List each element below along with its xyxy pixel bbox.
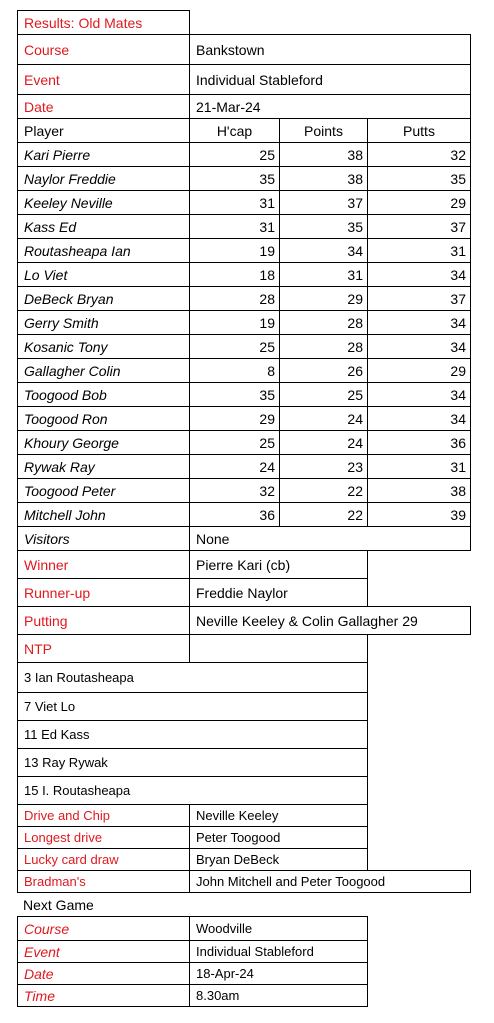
info-label: Course [17,34,190,65]
player-putts: 34 [367,262,471,287]
player-hcap: 36 [189,502,280,527]
extra-value: John Mitchell and Peter Toogood [189,870,471,893]
next-game-label: Event [17,940,190,963]
player-name: Khoury George [17,430,190,455]
header-points: Points [279,118,368,143]
next-game-label: Time [17,984,190,1007]
player-name: Toogood Peter [17,478,190,503]
player-points: 22 [279,502,368,527]
award-label: Winner [17,550,190,579]
player-hcap: 18 [189,262,280,287]
player-putts: 36 [367,430,471,455]
player-points: 34 [279,238,368,263]
info-value: Bankstown [189,34,471,65]
extra-value: Peter Toogood [189,826,368,849]
player-hcap: 25 [189,142,280,167]
player-points: 24 [279,430,368,455]
next-game-value: Individual Stableford [189,940,368,963]
player-putts: 35 [367,166,471,191]
ntp-item: 3 Ian Routasheapa [17,662,368,693]
award-label: Runner-up [17,578,190,607]
next-game-value: Woodville [189,916,368,941]
next-game-label: Date [17,962,190,985]
visitors-label: Visitors [17,526,190,551]
award-value: Pierre Kari (cb) [189,550,368,579]
player-points: 26 [279,358,368,383]
player-hcap: 25 [189,430,280,455]
player-hcap: 35 [189,382,280,407]
award-label: Putting [17,606,190,635]
player-name: Gerry Smith [17,310,190,335]
player-name: Toogood Ron [17,406,190,431]
award-value [189,634,368,663]
player-name: Kass Ed [17,214,190,239]
player-hcap: 25 [189,334,280,359]
player-putts: 32 [367,142,471,167]
player-name: DeBeck Bryan [17,286,190,311]
sheet-title: Results: Old Mates [17,10,190,35]
player-hcap: 32 [189,478,280,503]
player-points: 29 [279,286,368,311]
award-value: Neville Keeley & Colin Gallagher 29 [189,606,471,635]
next-game-value: 18-Apr-24 [189,962,368,985]
player-points: 38 [279,142,368,167]
award-label: NTP [17,634,190,663]
player-putts: 29 [367,358,471,383]
header-player: Player [17,118,190,143]
award-value: Freddie Naylor [189,578,368,607]
extra-label: Drive and Chip [17,804,190,827]
player-points: 23 [279,454,368,479]
player-name: Lo Viet [17,262,190,287]
ntp-item: 15 I. Routasheapa [17,776,368,805]
player-points: 24 [279,406,368,431]
player-putts: 38 [367,478,471,503]
player-name: Kari Pierre [17,142,190,167]
player-points: 22 [279,478,368,503]
info-label: Event [17,64,190,95]
player-hcap: 35 [189,166,280,191]
player-hcap: 24 [189,454,280,479]
ntp-item: 11 Ed Kass [17,720,368,749]
next-game-label: Course [17,916,190,941]
player-name: Naylor Freddie [17,166,190,191]
player-hcap: 29 [189,406,280,431]
extra-value: Bryan DeBeck [189,848,368,871]
player-putts: 39 [367,502,471,527]
player-hcap: 28 [189,286,280,311]
player-putts: 34 [367,382,471,407]
player-name: Keeley Neville [17,190,190,215]
player-putts: 29 [367,190,471,215]
player-hcap: 31 [189,214,280,239]
info-value: 21-Mar-24 [189,94,471,119]
next-game-heading: Next Game [23,896,94,913]
info-label: Date [17,94,190,119]
player-points: 38 [279,166,368,191]
extra-label: Bradman's [17,870,190,893]
player-putts: 31 [367,454,471,479]
player-name: Rywak Ray [17,454,190,479]
player-hcap: 19 [189,238,280,263]
header-hcap: H'cap [189,118,280,143]
player-hcap: 8 [189,358,280,383]
player-hcap: 19 [189,310,280,335]
info-value: Individual Stableford [189,64,471,95]
player-putts: 37 [367,286,471,311]
player-putts: 37 [367,214,471,239]
player-name: Toogood Bob [17,382,190,407]
player-points: 28 [279,310,368,335]
player-points: 28 [279,334,368,359]
header-putts: Putts [367,118,471,143]
player-putts: 34 [367,310,471,335]
player-points: 35 [279,214,368,239]
next-game-value: 8.30am [189,984,368,1007]
player-name: Mitchell John [17,502,190,527]
player-hcap: 31 [189,190,280,215]
player-name: Gallagher Colin [17,358,190,383]
visitors-value: None [189,526,471,551]
player-putts: 31 [367,238,471,263]
ntp-item: 13 Ray Rywak [17,748,368,777]
extra-value: Neville Keeley [189,804,368,827]
player-putts: 34 [367,406,471,431]
player-points: 31 [279,262,368,287]
player-points: 25 [279,382,368,407]
player-name: Routasheapa Ian [17,238,190,263]
extra-label: Longest drive [17,826,190,849]
ntp-item: 7 Viet Lo [17,692,368,721]
player-name: Kosanic Tony [17,334,190,359]
player-putts: 34 [367,334,471,359]
extra-label: Lucky card draw [17,848,190,871]
player-points: 37 [279,190,368,215]
